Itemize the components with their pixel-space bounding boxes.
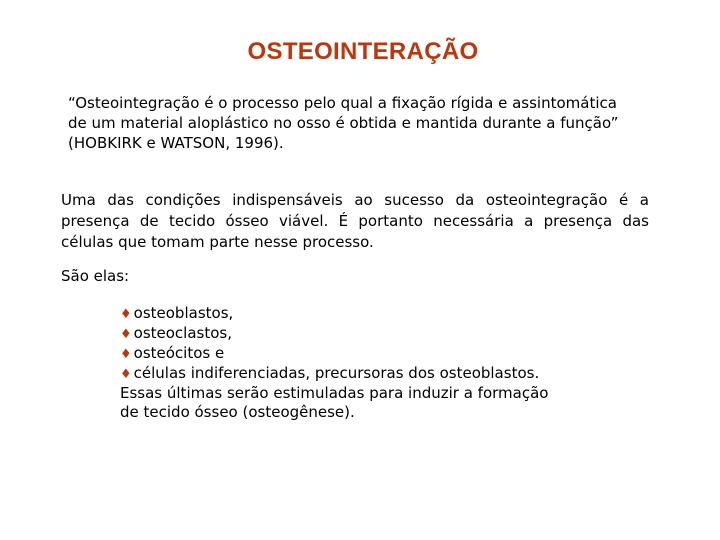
cell-list [120,304,640,422]
paragraph-line: presença de tecido ósseo viável. É portanto necessária a presença das [61,212,649,230]
body-paragraph [61,190,649,253]
list-intro: São elas: [61,267,130,285]
quote-line: (HOBKIRK e WATSON, 1996). [68,134,284,152]
list-note-line: de tecido ósseo (osteogênese). [120,403,355,421]
list-note-line: Essas últimas serão estimuladas para induzir a formação [120,384,549,402]
page-title: OSTEOINTERAÇÃO [247,38,479,65]
diamond-bullet-icon: ♦ [120,307,132,322]
definition-quote [68,93,668,153]
list-item-text: osteoblastos, [133,304,234,322]
diamond-bullet-icon: ♦ [120,347,132,362]
list-item-text: células indiferenciadas, precursoras dos osteoblastos. [133,364,540,382]
quote-line: “Osteointegração é o processo pelo qual a fixação rígida e assintomática [68,94,617,112]
diamond-bullet-icon: ♦ [120,367,132,382]
paragraph-line: células que tomam parte nesse processo. [61,233,374,251]
list-item-text: osteócitos e [133,344,225,362]
list-item [120,344,640,364]
paragraph-line: Uma das condições indispensáveis ao sucesso da osteointegração é a [61,191,649,209]
list-item [120,304,640,324]
list-item [120,324,640,344]
list-item-text: osteoclastos, [133,324,232,342]
list-item [120,364,640,384]
quote-line: de um material aloplástico no osso é obtida e mantida durante a função” [68,114,619,132]
diamond-bullet-icon: ♦ [120,327,132,342]
